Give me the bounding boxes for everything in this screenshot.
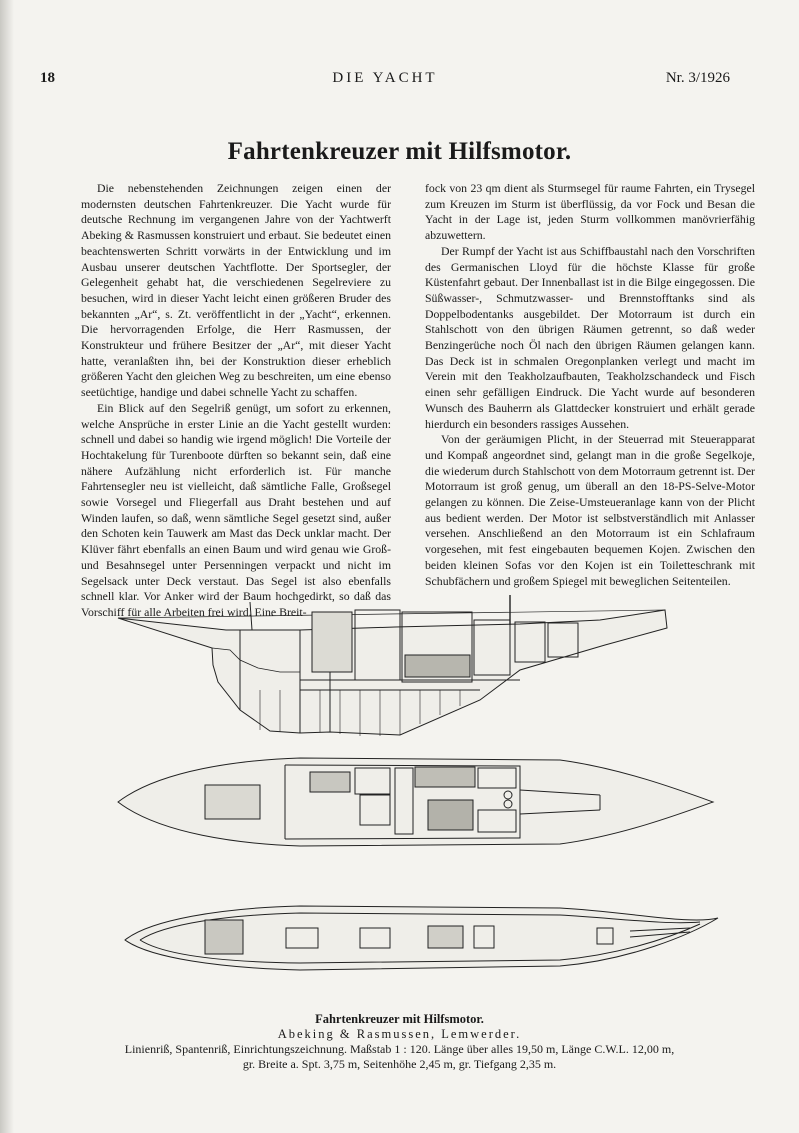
paragraph: Von der geräumigen Plicht, in der Steuerrad mit Steuerapparat und Kompaß angeordnet sind, gelangt man in die große Segelkoje, die wiederum durch Stahlschott von dem Motorraum getrennt ist. Der Motorraum ist groß genug, um überall an den 18-PS-Selve-Motor gelangen zu können. Die Zeise-Umsteueranlage kann von der Plicht aus bedient werden. Der Motor ist selbstverständlich mit Anlasser versehen. Anschließend an den Motorraum ist ein Schlafraum vorgesehen, mit fest eingebauten bequemen Kojen. Zwischen den beiden kleinen Sofas vor den Kojen ist ein Toiletteschrank mit Schubfächern und großem Spiegel mit beweglichen Seitenteilen. <box>425 432 755 588</box>
caption-spec-line-1: Linienriß, Spantenriß, Einrichtungszeichnung. Maßstab 1 : 120. Länge über alles 19,50 m, Länge C.W.L. 12,00 m, <box>124 1042 675 1056</box>
article-title: Fahrtenkreuzer mit Hilfsmotor. <box>227 138 572 165</box>
paragraph: Die nebenstehenden Zeichnungen zeigen einen der modernsten deutschen Fahrtenkreuzer. Die Yacht wurde für deutsche Rechnung im vergangenen Jahre von der Yachtwerft Abeking & Rasmussen konstruiert und erbaut. Sie bedeutet einen beachtenswerten Schritt vorwärts in der Entwicklung und im Ausbau unserer deutschen Yachtflotte. Der Sportsegler, der Gelegenheit gehabt hat, die verschiedenen Segelreviere zu besuchen, wird in dieser Yacht leicht einen größeren Bruder des bekannten „Ar“, s. Zt. veröffentlicht in der „Yacht“, erkennen. Die hervorragenden Erfolge, die Herr Rasmussen, der Konstrukteur und frühere Besitzer der „Ar“, mit dieser Yacht hatte, veranlaßten ihn, bei der Konstruktion dieser erheblich größeren Yacht den gleichen Weg zu beschreiten, um eine ebenso seetüchtige, handige und dabei schnelle Yacht zu schaffen. <box>81 181 391 400</box>
page-header <box>40 70 730 92</box>
article-right-column <box>425 181 755 589</box>
issue-number: Nr. 3/1926 <box>665 70 730 86</box>
page-number: 18 <box>40 70 55 86</box>
caption-spec-line-2: gr. Breite a. Spt. 3,75 m, Seitenhöhe 2,45 m, gr. Tiefgang 2,35 m. <box>242 1057 557 1071</box>
yacht-profile-view <box>118 595 667 736</box>
paragraph: Ein Blick auf den Segelriß genügt, um sofort zu erkennen, welche Ansprüche in erster Linie an die Yacht gestellt wurden: schnell und dabei so handig wie irgend möglich! Die Vorteile der Hochtakelung für Turenboote dürften so bekannt sein, daß eine nähere Aufzählung nicht erforderlich ist. Für manche Fahrtensegler neu ist vielleicht, daß sämtliche Falle, Großsegel sowie Vorsegel und Fliegerfall aus Draht bestehen und auf Winden laufen, so daß, wenn sämtliche Segel gesetzt sind, außer den Schoten kein Tauwerk am Mast das Deck unklar macht. Der Klüver fährt ebenfalls an einen Baum und wird genau wie Groß- und Besahnsegel unter Persenningen verpackt und nicht im Segelsack unter Deck verstaut. Das Segel ist also ebenfalls schnell klar. Vor Anker wird der Baum hochgedirkt, so daß das Vorschiff für alle Arbeiten frei wird. Eine Breit- <box>81 400 391 619</box>
figure-caption <box>0 1012 799 1072</box>
paragraph: Der Rumpf der Yacht ist aus Schiffbaustahl nach den Vorschriften des Germanischen Lloyd für die höchste Klasse für große Küstenfahrt gebaut. Der Innenballast ist in die Bilge eingegossen. Die Süßwasser-, Schmutzwasser- und Brennstofftanks sind als Doppelbodentanks ausgebildet. Der Motorraum ist durch ein Stahlschott von den übrigen Räumen getrennt, so daß weder Benzingerüche noch Öl nach den übrigen Räumen gelangen kann. Das Deck ist in schmalen Oregonplanken verlegt und macht im Verein mit den Teakholzaufbauten, Teakholzschandeck und Fisch einen sehr gefälligen Eindruck. Die Yacht wurde auf besonderen Wunsch des Bauherrn als Glattdecker konstruiert und erhält gerade hierdurch ein besonders rassiges Aussehen. <box>425 243 755 431</box>
paragraph: fock von 23 qm dient als Sturmsegel für raume Fahrten, ein Trysegel zum Kreuzen im Sturm ist überflüssig, da vor Fock und Besan die Yacht in der Lage ist, jeden Sturm vollkommen manövrierfähig abzuwettern. <box>425 181 755 243</box>
caption-title: Fahrtenkreuzer mit Hilfsmotor. <box>315 1012 484 1026</box>
yacht-interior-plan <box>118 758 713 846</box>
yacht-deck-plan <box>125 906 718 970</box>
yacht-plan-drawing <box>0 590 799 1000</box>
article-left-column <box>81 181 391 621</box>
magazine-title: DIE YACHT <box>332 70 438 86</box>
caption-builder: Abeking & Rasmussen, Lemwerder. <box>277 1027 522 1041</box>
